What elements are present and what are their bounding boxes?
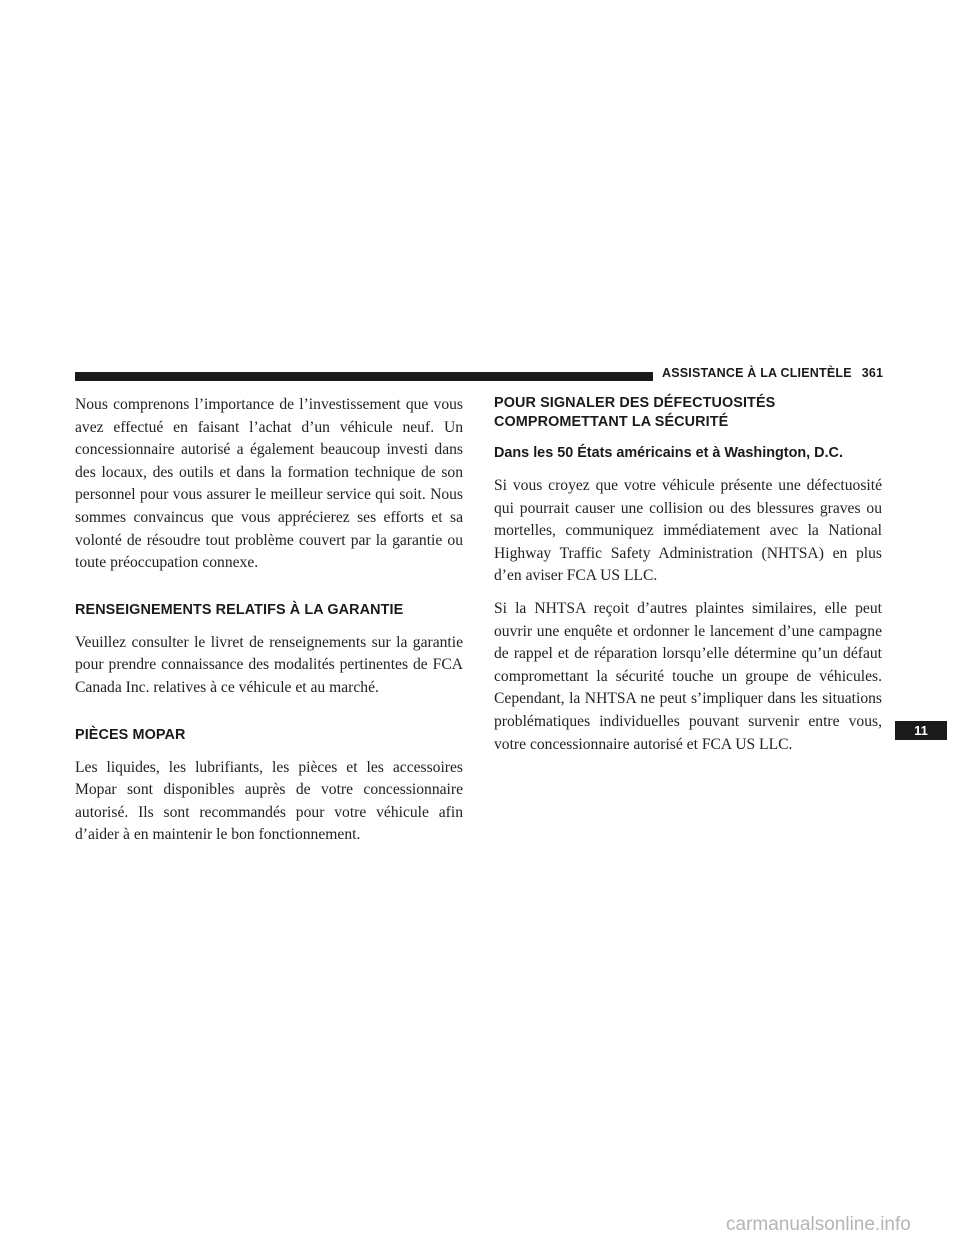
safety-heading-line1: POUR SIGNALER DES DÉFECTUOSITÉS [494, 395, 776, 411]
left-column [75, 394, 463, 847]
us-subheading: Dans les 50 États américains et à Washington, D.C. [494, 445, 843, 461]
mopar-paragraph: Les liquides, les lubrifiants, les pièces et les accessoires Mopar sont disponibles auprès de votre concessionnaire autorisé. Ils sont recommandés pour votre véhicule afin d’aider à en maintenir le bon fonctionnement. [75, 758, 463, 844]
intro-paragraph: Nous comprenons l’importance de l’investissement que vous avez effectué en faisant l’achat d’un véhicule neuf. Un concessionnaire autorisé a également beaucoup investi dans des locaux, des outils et dans la formation technique de son personnel pour vous assurer le meilleur service qui soit. Nous sommes convaincus que vous apprécierez ses efforts et sa volonté de résoudre tout problème couvert par la garantie ou toute préoccupation connexe. [75, 396, 463, 572]
safety-paragraph-2: Si la NHTSA reçoit d’autres plaintes similaires, elle peut ouvrir une enquête et ordonner le lancement d’une campagne de rappel et de réparation lorsqu’elle détermine qu’un défaut compromettant la sécurité touche un groupe de véhicules. Cependant, la NHTSA ne peut s’impliquer dans les situations problématiques individuelles pouvant survenir entre vous, votre concessionnaire autorisé et FCA US LLC. [494, 599, 882, 753]
right-column [494, 394, 882, 756]
header-rule [75, 372, 653, 381]
warranty-heading: RENSEIGNEMENTS RELATIFS À LA GARANTIE [75, 601, 404, 618]
watermark: carmanualsonline.info [726, 1214, 911, 1235]
chapter-tab: 11 [895, 721, 947, 740]
safety-heading [494, 394, 882, 432]
safety-paragraph-1: Si vous croyez que votre véhicule présente une défectuosité qui pourrait causer une collision ou des blessures graves ou mortelles, communiquez immédiatement avec la National Highway Traffic Safety Administration (NHTSA) en plus d’en aviser FCA US LLC. [494, 477, 882, 585]
mopar-heading: PIÈCES MOPAR [75, 726, 186, 743]
safety-heading-line2: COMPROMETTANT LA SÉCURITÉ [494, 414, 729, 430]
section-title: ASSISTANCE À LA CLIENTÈLE [662, 366, 852, 380]
page-number: 361 [861, 366, 884, 380]
warranty-paragraph: Veuillez consulter le livret de renseignements sur la garantie pour prendre connaissance des modalités pertinentes de FCA Canada Inc. relatives à ce véhicule et au marché. [75, 633, 463, 696]
running-header [662, 366, 883, 380]
